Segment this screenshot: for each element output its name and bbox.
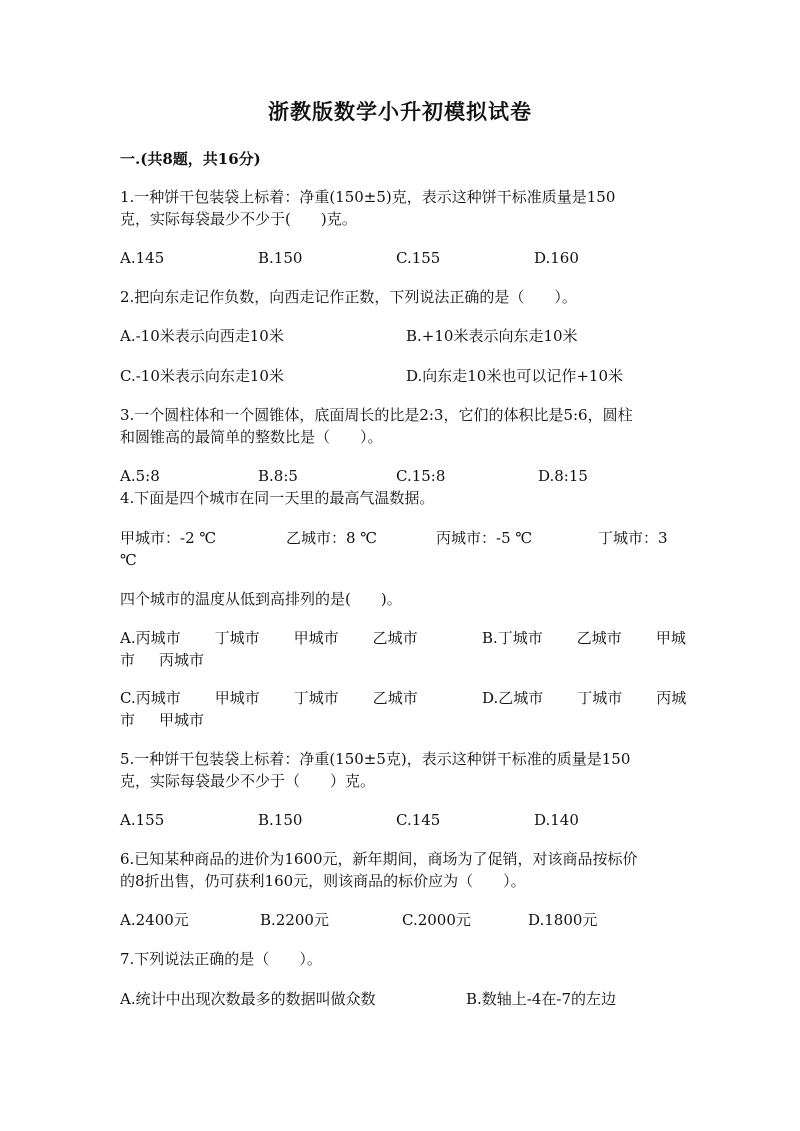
temp-city-ding-unit: ℃ xyxy=(120,551,137,569)
question-4-option-c[interactable] xyxy=(120,687,418,709)
question-5-line-1: 5.一种饼干包装袋上标着：净重(150±5克)，表示这种饼干标准的质量是150 xyxy=(120,750,631,768)
question-2-option-d[interactable]: D.向东走10米也可以记作+10米 xyxy=(406,367,624,385)
option-b-item-3-wrap: 市 xyxy=(120,651,136,669)
question-6-option-d[interactable]: D.1800元 xyxy=(528,911,598,929)
temp-city-yi: 乙城市：8 ℃ xyxy=(286,529,378,547)
option-d-item-2: 丁城市 xyxy=(577,689,623,707)
option-c-item-1: C.丙城市 xyxy=(120,689,181,707)
option-b-item-3: 甲城 xyxy=(655,629,686,647)
question-2-option-a[interactable]: A.-10米表示向西走10米 xyxy=(120,327,284,345)
question-3-option-c[interactable]: C.15:8 xyxy=(396,467,446,485)
question-5-line-2: 克，实际每袋最少不少于（ ）克。 xyxy=(120,772,376,790)
question-3-line-1: 3.一个圆柱体和一个圆锥体，底面周长的比是2:3，它们的体积比是5:6，圆柱 xyxy=(120,406,633,424)
option-b-item-1: B.丁城市 xyxy=(482,629,543,647)
question-4-option-a[interactable] xyxy=(120,627,418,649)
question-2-line-1: 2.把向东走记作负数，向西走记作正数，下列说法正确的是（ ）。 xyxy=(120,288,577,306)
option-b-item-2: 乙城市 xyxy=(576,629,622,647)
question-3-line-2: 和圆锥高的最简单的整数比是（ ）。 xyxy=(120,428,383,446)
question-6-line-2: 的8折出售，仍可获利160元，则该商品的标价应为（ ）。 xyxy=(120,872,526,890)
question-6-option-a[interactable]: A.2400元 xyxy=(120,911,189,929)
question-6-line-1: 6.已知某种商品的进价为1600元，新年期间，商场为了促销，对该商品按标价 xyxy=(120,850,638,868)
temp-city-jia: 甲城市：-2 ℃ xyxy=(120,529,217,547)
option-c-item-2: 甲城市 xyxy=(214,689,260,707)
question-2-option-c[interactable]: C.-10米表示向东走10米 xyxy=(120,367,284,385)
question-1-line-1: 1.一种饼干包装袋上标着：净重(150±5)克，表示这种饼干标准质量是150 xyxy=(120,188,616,206)
option-c-item-4: 乙城市 xyxy=(372,689,418,707)
question-1-option-a[interactable]: A.145 xyxy=(120,249,165,267)
question-3-option-b[interactable]: B.8:5 xyxy=(258,467,298,485)
question-1-option-d[interactable]: D.160 xyxy=(534,249,579,267)
option-a-item-2: 丁城市 xyxy=(214,629,260,647)
question-4-option-b-wrap[interactable] xyxy=(120,649,204,671)
question-5-option-b[interactable]: B.150 xyxy=(258,811,303,829)
question-1-option-b[interactable]: B.150 xyxy=(258,249,303,267)
question-3-option-a[interactable]: A.5:8 xyxy=(120,467,160,485)
question-6-option-c[interactable]: C.2000元 xyxy=(402,911,471,929)
option-a-item-1: A.丙城市 xyxy=(120,629,181,647)
option-c-item-3: 丁城市 xyxy=(293,689,339,707)
option-d-item-3-wrap: 市 xyxy=(120,711,136,729)
question-5-option-d[interactable]: D.140 xyxy=(534,811,579,829)
question-6-option-b[interactable]: B.2200元 xyxy=(260,911,329,929)
question-4-option-d[interactable] xyxy=(482,687,686,709)
question-1-option-c[interactable]: C.155 xyxy=(396,249,441,267)
question-4-option-d-wrap[interactable] xyxy=(120,709,204,731)
temp-city-bing: 丙城市：-5 ℃ xyxy=(436,529,533,547)
option-a-item-3: 甲城市 xyxy=(293,629,339,647)
question-7-line-1: 7.下列说法正确的是（ ）。 xyxy=(120,950,322,968)
question-3-option-d[interactable]: D.8:15 xyxy=(538,467,588,485)
option-d-item-4: 甲城市 xyxy=(159,711,205,729)
question-4-line-2: 四个城市的温度从低到高排列的是( )。 xyxy=(120,590,402,608)
question-4-line-1: 4.下面是四个城市在同一天里的最高气温数据。 xyxy=(120,489,435,507)
option-d-item-3: 丙城 xyxy=(656,689,687,707)
question-5-option-c[interactable]: C.145 xyxy=(396,811,441,829)
temp-city-ding: 丁城市：3 xyxy=(598,529,668,547)
question-2-option-b[interactable]: B.+10米表示向东走10米 xyxy=(406,327,578,345)
question-7-option-a[interactable]: A.统计中出现次数最多的数据叫做众数 xyxy=(120,990,376,1008)
section-heading: 一.(共8题，共16分) xyxy=(120,150,261,168)
question-4-option-b[interactable] xyxy=(482,627,686,649)
question-5-option-a[interactable]: A.155 xyxy=(120,811,165,829)
option-b-item-4: 丙城市 xyxy=(159,651,205,669)
question-1-line-2: 克，实际每袋最少不少于( )克。 xyxy=(120,210,357,228)
question-7-option-b[interactable]: B.数轴上-4在-7的左边 xyxy=(466,990,617,1008)
option-d-item-1: D.乙城市 xyxy=(482,689,544,707)
page-title: 浙教版数学小升初模拟试卷 xyxy=(268,99,532,124)
option-a-item-4: 乙城市 xyxy=(372,629,418,647)
